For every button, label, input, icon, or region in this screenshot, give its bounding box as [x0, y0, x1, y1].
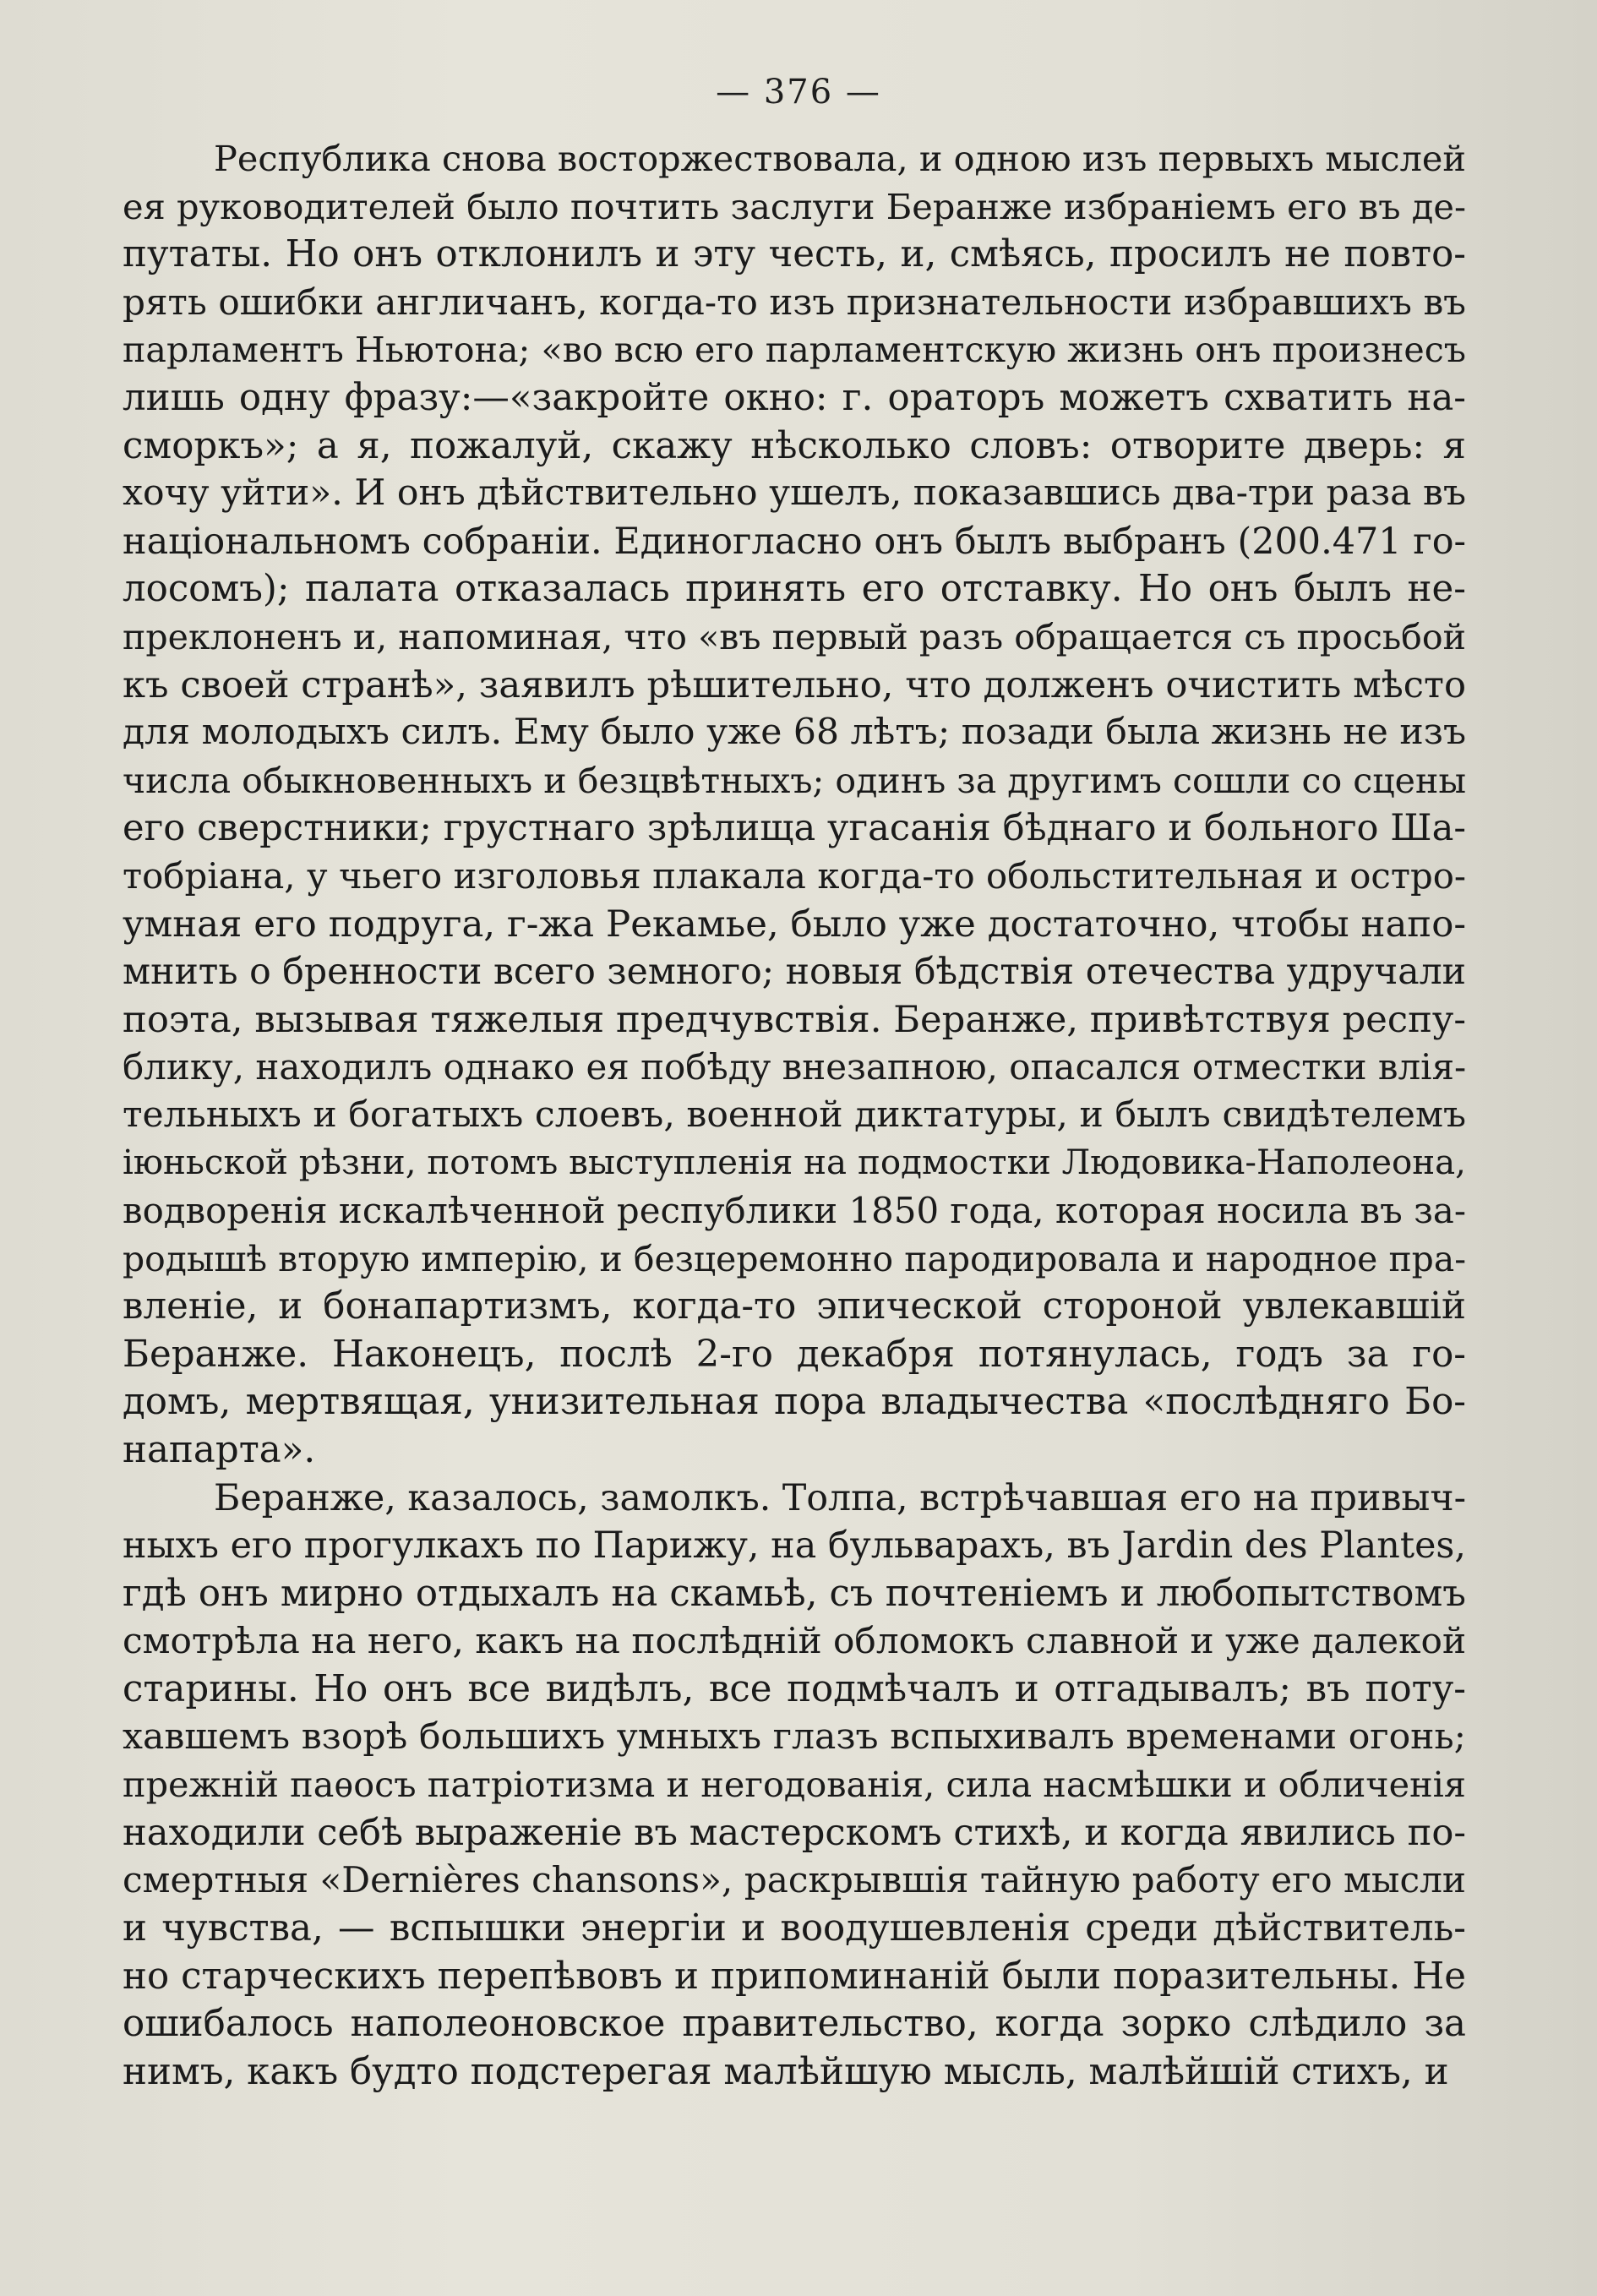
- text-line: національномъ собраніи. Единогласно онъ былъ выбранъ (200.471 го-: [123, 520, 1466, 563]
- text-line: но старческихъ перепѣвовъ и припоминаній были поразительны. Не: [123, 1955, 1466, 1998]
- text-line: сморкъ»; а я, пожалуй, скажу нѣсколько словъ: отворите дверь: я: [123, 424, 1466, 467]
- text-line: вленіе, и бонапартизмъ, когда-то эпической стороной увлекавшій: [123, 1285, 1466, 1328]
- text-line: мнить о бренности всего земного; новыя бѣдствія отечества удручали: [123, 951, 1466, 994]
- text-line: лишь одну фразу:—«закройте окно: г. ораторъ можетъ схватить на-: [123, 376, 1466, 419]
- text-line: числа обыкновенныхъ и безцвѣтныхъ; одинъ за другимъ сошли со сцены: [123, 760, 1466, 801]
- text-line: тельныхъ и богатыхъ слоевъ, военной диктатуры, и былъ свидѣтелемъ: [123, 1093, 1466, 1136]
- text-line: домъ, мертвящая, унизительная пора владычества «послѣдняго Бо-: [123, 1381, 1466, 1424]
- text-line: тобріана, у чьего изголовья плакала когда-то обольстительная и остро-: [123, 854, 1466, 897]
- text-line: ошибалось наполеоновское правительство, когда зорко слѣдило за: [123, 2003, 1466, 2046]
- text-line: прежній паѳосъ патріотизма и негодованія, сила насмѣшки и обличенія: [123, 1764, 1466, 1806]
- text-line: хочу уйти». И онъ дѣйствительно ушелъ, показавшись два-три раза въ: [123, 472, 1466, 515]
- text-line: путаты. Но онъ отклонилъ и эту честь, и, смѣясь, просилъ не повто-: [123, 233, 1466, 276]
- text-line: хавшемъ взорѣ большихъ умныхъ глазъ вспыхивалъ временами огонь;: [123, 1715, 1466, 1758]
- text-line: ныхъ его прогулкахъ по Парижу, на бульварахъ, въ Jardin des Plantes,: [123, 1524, 1466, 1568]
- text-line: его сверстники; грустнаго зрѣлища угасанія бѣднаго и больного Ша-: [123, 807, 1466, 850]
- text-body: [123, 135, 1466, 2096]
- text-line: смотрѣла на него, какъ на послѣдній обломокъ славной и уже далекой: [123, 1620, 1467, 1662]
- text-line: старины. Но онъ все видѣлъ, все подмѣчалъ и отгадывалъ; въ поту-: [123, 1668, 1466, 1710]
- text-line: родышѣ вторую имперію, и безцеремонно пародировала и народное пра-: [123, 1238, 1466, 1279]
- text-line: нимъ, какъ будто подстерегая малѣйшую мысль, малѣйшій стихъ, и: [123, 2050, 1449, 2093]
- text-line: умная его подруга, г-жа Рекамье, было уже достаточно, чтобы напо-: [123, 903, 1466, 946]
- text-line: напарта».: [123, 1429, 316, 1472]
- text-line: рять ошибки англичанъ, когда-то изъ признательности избравшихъ въ: [123, 281, 1466, 323]
- text-line: Беранже. Наконецъ, послѣ 2-го декабря потянулась, годъ за го-: [123, 1333, 1466, 1376]
- paragraph-1: [123, 135, 1466, 1475]
- text-line: гдѣ онъ мирно отдыхалъ на скамьѣ, съ почтеніемъ и любопытствомъ: [123, 1572, 1466, 1615]
- text-line: смертныя «Dernières chansons», раскрывшія тайную работу его мысли: [123, 1859, 1466, 1901]
- text-line: Беранже, казалось, замолкъ. Толпа, встрѣчавшая его на привыч-: [214, 1476, 1466, 1519]
- text-line: находили себѣ выраженіе въ мастерскомъ стихѣ, и когда явились по-: [123, 1811, 1466, 1854]
- text-line: Республика снова восторжествовала, и одною изъ первыхъ мыслей: [214, 139, 1466, 179]
- text-line: ея руководителей было почтить заслуги Беранже избраніемъ его въ де-: [123, 185, 1466, 227]
- text-line: къ своей странѣ», заявилъ рѣшительно, что долженъ очистить мѣсто: [123, 663, 1466, 706]
- text-line: и чувства, — вспышки энергіи и воодушевленія среди дѣйствитель-: [123, 1906, 1466, 1950]
- text-line: лосомъ); палата отказалась принять его отставку. Но онъ былъ не-: [123, 568, 1466, 611]
- text-line: водворенія искалѣченной республики 1850 года, которая носила въ за-: [123, 1190, 1466, 1232]
- text-line: іюньской рѣзни, потомъ выступленія на подмостки Людовика-Наполеона,: [123, 1143, 1466, 1183]
- text-line: преклоненъ и, напоминая, что «въ первый разъ обращается съ просьбой: [123, 616, 1466, 657]
- page-number: — 376 —: [716, 73, 881, 112]
- text-line: парламентъ Ньютона; «во всю его парламентскую жизнь онъ произнесъ: [123, 330, 1466, 371]
- text-line: поэта, вызывая тяжелыя предчувствія. Беранже, привѣтствуя респу-: [123, 998, 1466, 1041]
- text-line: для молодыхъ силъ. Ему было уже 68 лѣтъ; позади была жизнь не изъ: [123, 712, 1466, 754]
- text-line: блику, находилъ однако ея побѣду внезапною, опасался отместки влія-: [123, 1046, 1467, 1088]
- paragraph-2: [123, 1475, 1466, 2097]
